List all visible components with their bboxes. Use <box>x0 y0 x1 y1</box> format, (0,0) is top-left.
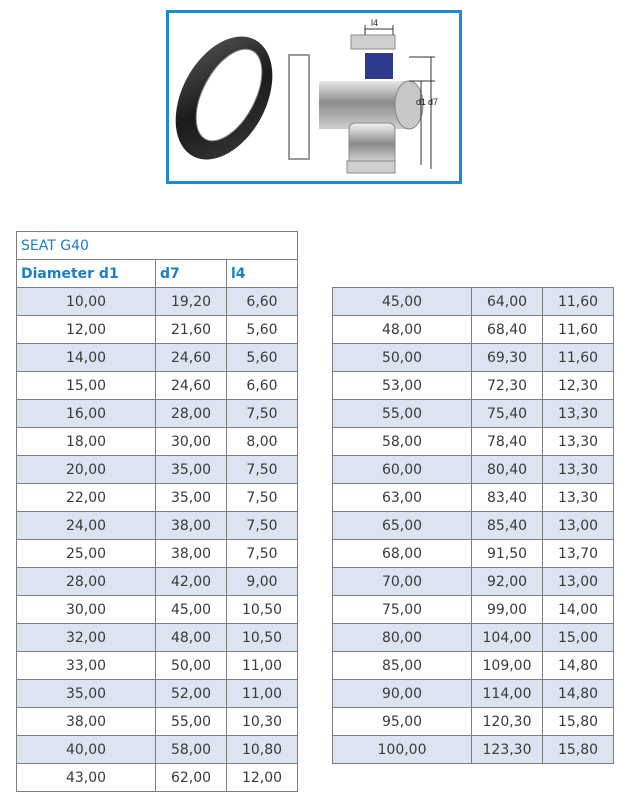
d1-cell: 95,00 <box>333 708 472 736</box>
l4-cell: 10,30 <box>227 708 298 736</box>
l4-cell: 13,70 <box>543 540 614 568</box>
d7-cell: 50,00 <box>156 652 227 680</box>
l4-cell: 13,30 <box>543 428 614 456</box>
d7-cell: 38,00 <box>156 540 227 568</box>
d1-cell: 30,00 <box>17 596 156 624</box>
l4-cell: 10,50 <box>227 624 298 652</box>
d7-cell: 45,00 <box>156 596 227 624</box>
l4-cell: 5,60 <box>227 316 298 344</box>
table-row <box>333 568 614 596</box>
table-row <box>17 624 298 652</box>
d7-cell: 55,00 <box>156 708 227 736</box>
d1-cell: 80,00 <box>333 624 472 652</box>
l4-cell: 11,00 <box>227 652 298 680</box>
d7-cell: 30,00 <box>156 428 227 456</box>
d1-cell: 20,00 <box>17 456 156 484</box>
d7-cell: 52,00 <box>156 680 227 708</box>
d1-cell: 45,00 <box>333 288 472 316</box>
l4-cell: 13,00 <box>543 568 614 596</box>
d1-cell: 25,00 <box>17 540 156 568</box>
table-row <box>333 624 614 652</box>
table-row <box>17 680 298 708</box>
l4-cell: 6,60 <box>227 288 298 316</box>
d1-cell: 58,00 <box>333 428 472 456</box>
d7-cell: 83,40 <box>472 484 543 512</box>
table-row <box>17 344 298 372</box>
diameter-header: Diameter d1 <box>17 260 156 288</box>
l4-cell: 13,30 <box>543 400 614 428</box>
l4-cell: 14,00 <box>543 596 614 624</box>
l4-cell: 11,60 <box>543 288 614 316</box>
d7-cell: 48,00 <box>156 624 227 652</box>
d7-cell: 62,00 <box>156 764 227 792</box>
table-row <box>333 456 614 484</box>
l4-cell: 5,60 <box>227 344 298 372</box>
d7-header: d7 <box>156 260 227 288</box>
d7-cell: 58,00 <box>156 736 227 764</box>
d1-cell: 38,00 <box>17 708 156 736</box>
l4-cell: 14,80 <box>543 680 614 708</box>
l4-cell: 10,50 <box>227 596 298 624</box>
table-row <box>17 400 298 428</box>
table-row <box>333 400 614 428</box>
d7-cell: 64,00 <box>472 288 543 316</box>
d1-cell: 48,00 <box>333 316 472 344</box>
table-row <box>17 652 298 680</box>
table-row <box>17 456 298 484</box>
d7-cell: 75,40 <box>472 400 543 428</box>
d1-cell: 24,00 <box>17 512 156 540</box>
d7-cell: 91,50 <box>472 540 543 568</box>
d7-cell: 80,40 <box>472 456 543 484</box>
l4-cell: 7,50 <box>227 540 298 568</box>
d1-cell: 43,00 <box>17 764 156 792</box>
d7-cell: 19,20 <box>156 288 227 316</box>
d7-cell: 104,00 <box>472 624 543 652</box>
d1-cell: 85,00 <box>333 652 472 680</box>
table-row <box>333 596 614 624</box>
table-row <box>333 512 614 540</box>
d1-cell: 63,00 <box>333 484 472 512</box>
d1-cell: 40,00 <box>17 736 156 764</box>
table-row <box>333 344 614 372</box>
table-row <box>333 652 614 680</box>
table-row <box>17 372 298 400</box>
d7-cell: 42,00 <box>156 568 227 596</box>
table-row <box>17 764 298 792</box>
table-row <box>333 288 614 316</box>
d1-cell: 60,00 <box>333 456 472 484</box>
table-row <box>333 316 614 344</box>
table-row <box>17 540 298 568</box>
d7-cell: 24,60 <box>156 344 227 372</box>
l4-cell: 13,30 <box>543 456 614 484</box>
l4-cell: 14,80 <box>543 652 614 680</box>
label-d1: d1 <box>416 97 427 107</box>
l4-cell: 11,60 <box>543 316 614 344</box>
label-l4: l4 <box>371 18 379 28</box>
label-d7: d7 <box>428 97 439 107</box>
table-row <box>17 428 298 456</box>
table-title: SEAT G40 <box>17 232 298 260</box>
d7-cell: 24,60 <box>156 372 227 400</box>
d7-cell: 78,40 <box>472 428 543 456</box>
table-row <box>17 596 298 624</box>
d1-cell: 33,00 <box>17 652 156 680</box>
d7-cell: 85,40 <box>472 512 543 540</box>
d1-cell: 50,00 <box>333 344 472 372</box>
l4-cell: 9,00 <box>227 568 298 596</box>
d7-cell: 69,30 <box>472 344 543 372</box>
d1-cell: 32,00 <box>17 624 156 652</box>
d7-cell: 38,00 <box>156 512 227 540</box>
l4-cell: 7,50 <box>227 484 298 512</box>
seat-table-left <box>16 231 298 792</box>
table-row <box>17 708 298 736</box>
seat-illustration <box>169 13 459 181</box>
l4-cell: 13,30 <box>543 484 614 512</box>
d7-cell: 35,00 <box>156 456 227 484</box>
l4-cell: 15,00 <box>543 624 614 652</box>
l4-cell: 15,80 <box>543 736 614 764</box>
d1-cell: 16,00 <box>17 400 156 428</box>
seat-table-right <box>332 287 614 764</box>
table-row <box>17 484 298 512</box>
l4-cell: 7,50 <box>227 400 298 428</box>
d1-cell: 53,00 <box>333 372 472 400</box>
d1-cell: 22,00 <box>17 484 156 512</box>
table-title-row <box>17 232 298 260</box>
seat-figure <box>166 10 462 184</box>
l4-cell: 12,00 <box>227 764 298 792</box>
d1-cell: 70,00 <box>333 568 472 596</box>
table-row <box>17 736 298 764</box>
d1-cell: 68,00 <box>333 540 472 568</box>
d7-cell: 92,00 <box>472 568 543 596</box>
d7-cell: 99,00 <box>472 596 543 624</box>
l4-cell: 7,50 <box>227 456 298 484</box>
d1-cell: 14,00 <box>17 344 156 372</box>
table-row <box>333 708 614 736</box>
d1-cell: 15,00 <box>17 372 156 400</box>
l4-cell: 8,00 <box>227 428 298 456</box>
d1-cell: 100,00 <box>333 736 472 764</box>
l4-cell: 10,80 <box>227 736 298 764</box>
l4-cell: 11,00 <box>227 680 298 708</box>
d1-cell: 90,00 <box>333 680 472 708</box>
d1-cell: 65,00 <box>333 512 472 540</box>
d1-cell: 35,00 <box>17 680 156 708</box>
l4-cell: 11,60 <box>543 344 614 372</box>
l4-header: l4 <box>227 260 298 288</box>
l4-cell: 6,60 <box>227 372 298 400</box>
d7-cell: 68,40 <box>472 316 543 344</box>
d1-cell: 28,00 <box>17 568 156 596</box>
table-row <box>17 568 298 596</box>
d1-cell: 18,00 <box>17 428 156 456</box>
seat-ring-photo <box>169 20 292 176</box>
table-row <box>333 736 614 764</box>
d1-cell: 75,00 <box>333 596 472 624</box>
d7-cell: 35,00 <box>156 484 227 512</box>
table-row <box>17 288 298 316</box>
table-row <box>333 540 614 568</box>
l4-cell: 7,50 <box>227 512 298 540</box>
table-row <box>333 484 614 512</box>
d1-cell: 12,00 <box>17 316 156 344</box>
table-row <box>333 680 614 708</box>
d7-cell: 21,60 <box>156 316 227 344</box>
d1-cell: 10,00 <box>17 288 156 316</box>
d7-cell: 123,30 <box>472 736 543 764</box>
d7-cell: 109,00 <box>472 652 543 680</box>
d1-cell: 55,00 <box>333 400 472 428</box>
d7-cell: 28,00 <box>156 400 227 428</box>
table-header-row <box>17 260 298 288</box>
d7-cell: 72,30 <box>472 372 543 400</box>
l4-cell: 12,30 <box>543 372 614 400</box>
l4-cell: 15,80 <box>543 708 614 736</box>
l4-cell: 13,00 <box>543 512 614 540</box>
d7-cell: 120,30 <box>472 708 543 736</box>
table-row <box>17 512 298 540</box>
table-row <box>333 372 614 400</box>
table-row <box>333 428 614 456</box>
table-row <box>17 316 298 344</box>
d7-cell: 114,00 <box>472 680 543 708</box>
seat-cross-section <box>289 25 435 173</box>
